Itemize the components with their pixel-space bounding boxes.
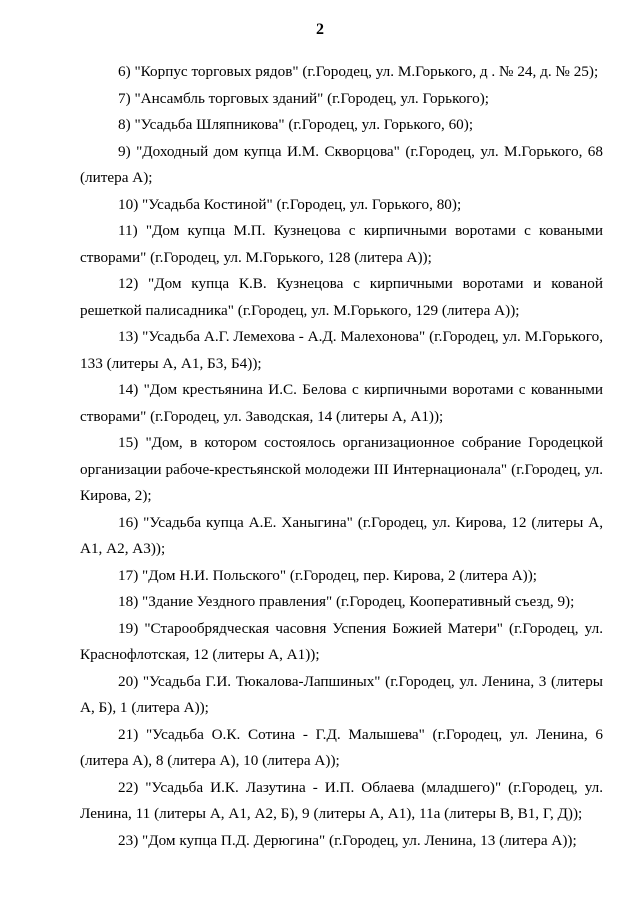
page-number: 2: [316, 21, 324, 38]
list-item: 16) "Усадьба купца А.Е. Ханыгина" (г.Городец, ул. Кирова, 12 (литеры А, А1, А2, А3));: [80, 513, 603, 557]
list-item: 13) "Усадьба А.Г. Лемехова - А.Д. Малехонова" (г.Городец, ул. М.Горького, 133 (литеры А, А1, Б3, Б4));: [80, 328, 603, 372]
list-item: 11) "Дом купца М.П. Кузнецова с кирпичными воротами с коваными створами" (г.Городец, ул. М.Горького, 128 (литера А));: [80, 222, 603, 266]
list-item: 21) "Усадьба О.К. Сотина - Г.Д. Малышева" (г.Городец, ул. Ленина, 6 (литера А), 8 (литера А), 10 (литера А));: [80, 725, 603, 769]
monument-list: [80, 59, 603, 854]
list-item: 22) "Усадьба И.К. Лазутина - И.П. Облаева (младшего)" (г.Городец, ул. Ленина, 11 (литеры А, А1, А2, Б), 9 (литеры А, А1), 11а (литеры В, В1, Г, Д));: [80, 778, 603, 822]
list-item: 6) "Корпус торговых рядов" (г.Городец, ул. М.Горького, д . № 24, д. № 25);: [118, 63, 599, 80]
list-item: 10) "Усадьба Костиной" (г.Городец, ул. Горького, 80);: [118, 195, 462, 213]
list-item: 7) "Ансамбль торговых зданий" (г.Городец, ул. Горького);: [118, 89, 490, 107]
list-item: 20) "Усадьба Г.И. Тюкалова-Лапшиных" (г.Городец, ул. Ленина, 3 (литеры А, Б), 1 (литера А));: [80, 672, 603, 716]
list-item: 14) "Дом крестьянина И.С. Белова с кирпичными воротами с кованными створами" (г.Городец, ул. Заводская, 14 (литеры А, А1));: [80, 381, 603, 425]
list-item: 15) "Дом, в котором состоялось организационное собрание Городецкой организации рабоче-крестьянской молодежи III Интернационала" (г.Городец, ул. Кирова, 2);: [80, 434, 603, 504]
list-item: 19) "Старообрядческая часовня Успения Божией Матери" (г.Городец, ул. Краснофлотская, 12 (литеры А, А1));: [80, 619, 603, 663]
list-item: 17) "Дом Н.И. Польского" (г.Городец, пер. Кирова, 2 (литера А));: [118, 566, 538, 584]
list-item: 23) "Дом купца П.Д. Дерюгина" (г.Городец, ул. Ленина, 13 (литера А));: [118, 831, 577, 849]
list-item: 12) "Дом купца К.В. Кузнецова с кирпичными воротами и кованой решеткой палисадника" (г.Городец, ул. М.Горького, 129 (литера А));: [80, 275, 603, 319]
list-item: 18) "Здание Уездного правления" (г.Городец, Кооперативный съезд, 9);: [118, 593, 575, 610]
list-item: 8) "Усадьба Шляпникова" (г.Городец, ул. Горького, 60);: [118, 116, 474, 133]
list-item: 9) "Доходный дом купца И.М. Скворцова" (г.Городец, ул. М.Горького, 68 (литера А);: [80, 142, 603, 186]
